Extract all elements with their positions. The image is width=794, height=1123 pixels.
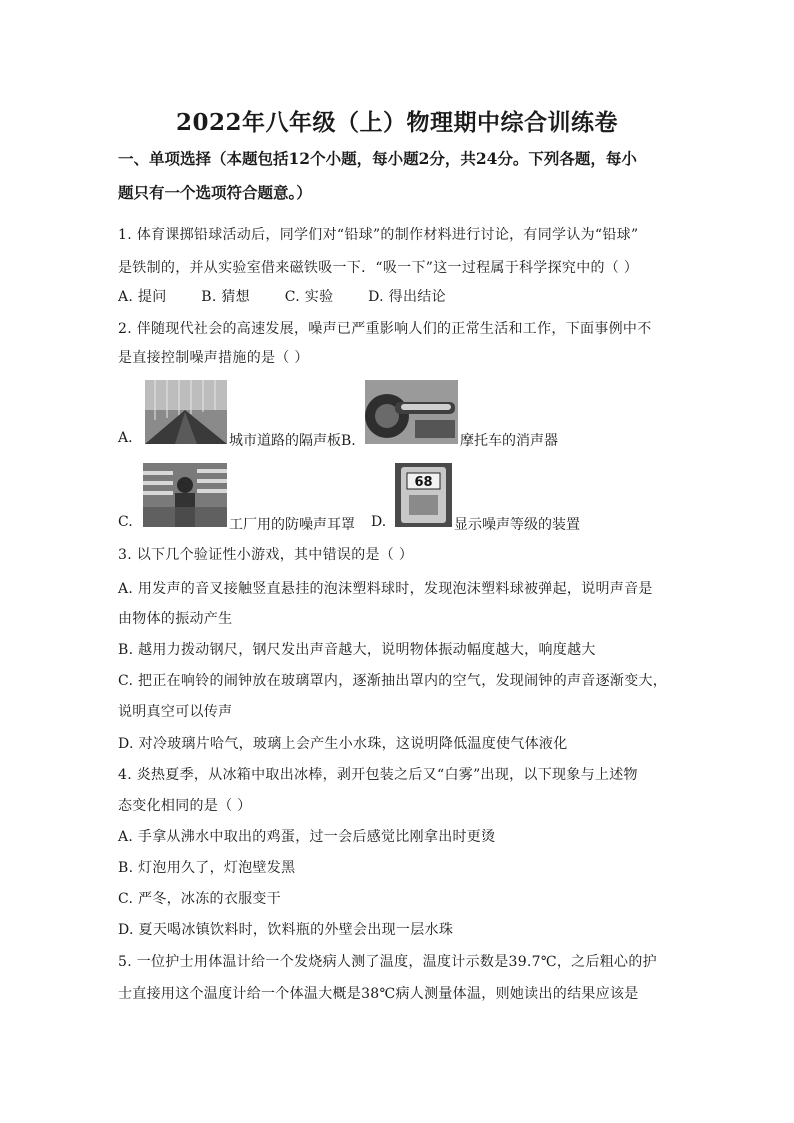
q2-option-b-text: 摩托车的消声器: [460, 433, 558, 449]
q5-stem-line1: 5. 一位护士用体温计给一个发烧病人测了温度，温度计示数是39.7℃，之后粗心的护: [118, 954, 657, 970]
q3-option-b: B. 越用力拨动钢尺，钢尺发出声音越大，说明物体振动幅度越大，响度越大: [118, 642, 596, 658]
q1-options: [118, 286, 476, 306]
q4-stem-line1: 4. 炎热夏季，从冰箱中取出冰棒，剥开包装之后又“白雾”出现，以下现象与上述物: [118, 767, 638, 783]
noise-meter-photo: [395, 463, 452, 527]
q1-option-a: A. 提问: [118, 289, 167, 305]
q1-stem-line2: 是铁制的，并从实验室借来磁铁吸一下．“吸一下”这一过程属于科学探究中的（ ）: [118, 260, 639, 276]
factory-earmuff-photo: [143, 463, 227, 527]
section-heading-line1: 一、单项选择（本题包括12个小题，每小题2分，共24分。下列各题，每小: [118, 149, 637, 168]
q3-option-c-line2: 说明真空可以传声: [118, 704, 233, 720]
q4-option-c: C. 严冬，冰冻的衣服变干: [118, 891, 282, 907]
q1-option-d: D. 得出结论: [368, 289, 446, 305]
q3-option-a-line1: A. 用发声的音叉接触竖直悬挂的泡沫塑料球时，发现泡沫塑料球被弹起，说明声音是: [118, 581, 653, 597]
q4-option-a: A. 手拿从沸水中取出的鸡蛋，过一会后感觉比刚拿出时更烫: [118, 829, 496, 845]
q1-stem-line1: 1. 体育课掷铅球活动后，同学们对“铅球”的制作材料进行讨论，有同学认为“铅球”: [118, 227, 639, 243]
muffler-photo: [365, 380, 458, 444]
q4-option-b: B. 灯泡用久了，灯泡壁发黑: [118, 860, 296, 876]
q4-option-d: D. 夏天喝冰镇饮料时，饮料瓶的外壁会出现一层水珠: [118, 922, 454, 938]
q4-stem-line2: 态变化相同的是（ ）: [118, 798, 252, 814]
q2-option-c-text: 工厂用的防噪声耳罩: [229, 517, 355, 533]
q2-option-d-prefix: D.: [371, 514, 387, 530]
q3-option-a-line2: 由物体的振动产生: [118, 611, 233, 627]
q3-stem: 3. 以下几个验证性小游戏，其中错误的是（ ）: [118, 547, 414, 563]
section-heading-line2: 题只有一个选项符合题意。）: [118, 183, 312, 202]
q3-option-c-line1: C. 把正在响铃的闹钟放在玻璃罩内，逐渐抽出罩内的空气，发现闹钟的声音逐渐变大，: [118, 673, 668, 689]
q2-stem-line2: 是直接控制噪声措施的是（ ）: [118, 350, 309, 366]
sound-barrier-photo: [145, 380, 227, 444]
q2-option-d-text: 显示噪声等级的装置: [454, 517, 580, 533]
q2-option-a-prefix: A.: [118, 430, 133, 446]
q2-option-c-prefix: C.: [118, 514, 133, 530]
q1-option-c: C. 实验: [284, 289, 334, 305]
q1-option-b: B. 猜想: [201, 289, 250, 305]
q3-option-d: D. 对冷玻璃片哈气，玻璃上会产生小水珠，这说明降低温度使气体液化: [118, 736, 568, 752]
q2-option-a-text: 城市道路的隔声板B.: [229, 433, 356, 449]
meter-reading: 68: [414, 475, 433, 490]
q2-stem-line1: 2. 伴随现代社会的高速发展，噪声已严重影响人们的正常生活和工作，下面事例中不: [118, 321, 652, 337]
q5-stem-line2: 士直接用这个温度计给一个体温大概是38℃病人测量体温，则她读出的结果应该是: [118, 986, 639, 1002]
exam-title: 2022年八年级（上）物理期中综合训练卷: [175, 109, 618, 136]
